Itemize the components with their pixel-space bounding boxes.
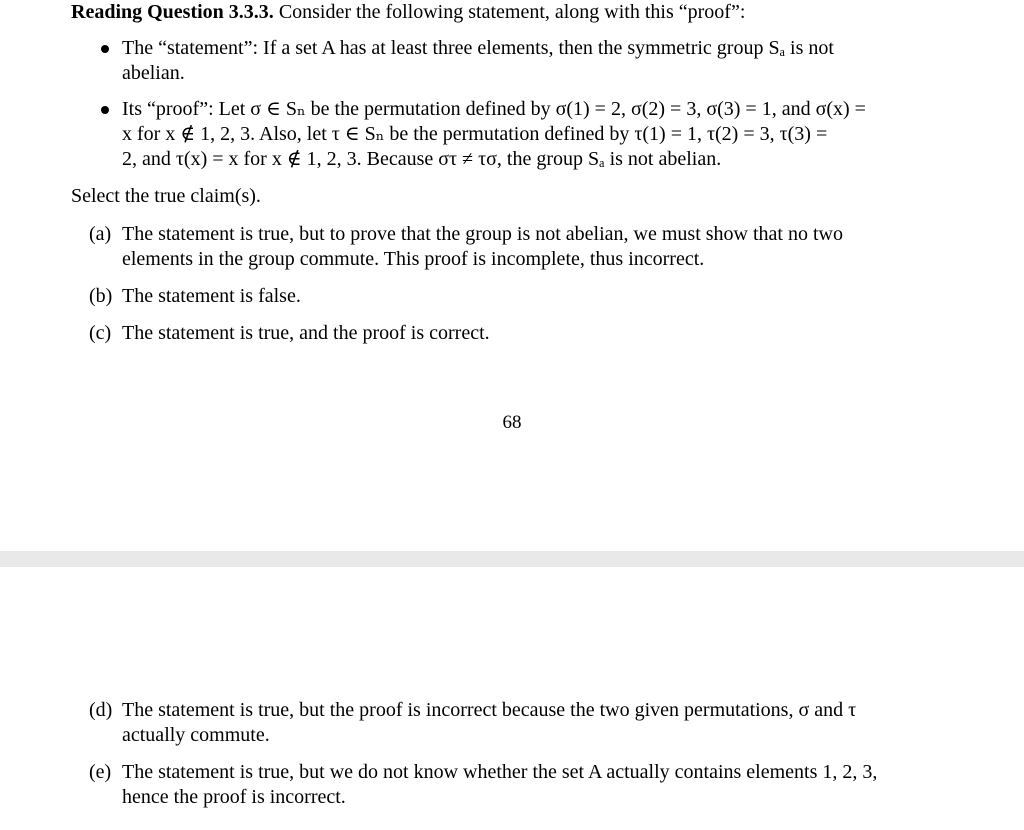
option-d-line-1[interactable]: The statement is true, but the proof is incorrect because the two given permutations, σ and τ [122,699,857,721]
option-d-label[interactable]: (d) [89,699,113,721]
option-d-line-2[interactable]: actually commute. [122,724,270,746]
proof-line-3: 2, and τ(x) = x for x ∉ 1, 2, 3. Because στ ≠ τσ, the group Sₐ is not abelian. [122,148,722,170]
instruction-text: Select the true claim(s). [71,185,261,207]
page-number: 68 [502,412,522,433]
option-e-label[interactable]: (e) [89,761,112,783]
option-a-label[interactable]: (a) [89,223,112,245]
question-heading-line [71,0,745,25]
option-a-line-1[interactable]: The statement is true, but to prove that the group is not abelian, we must show that no two [122,223,843,245]
option-a-line-2[interactable]: elements in the group commute. This proof is incomplete, thus incorrect. [122,248,705,270]
option-b-line-1[interactable]: The statement is false. [122,285,301,307]
page-separator [0,551,1024,567]
option-b-label[interactable]: (b) [89,285,113,307]
question-intro: Consider the following statement, along with this “proof”: [278,1,746,23]
proof-line-1: Its “proof”: Let σ ∈ Sₙ be the permutation defined by σ(1) = 2, σ(2) = 3, σ(3) = 1, and σ(x) = [122,98,866,120]
statement-line-2: abelian. [122,62,185,84]
proof-line-2: x for x ∉ 1, 2, 3. Also, let τ ∈ Sₙ be the permutation defined by τ(1) = 1, τ(2) = 3, τ(3) = [122,123,828,145]
document-page-bottom [0,567,1024,830]
option-e-line-2[interactable]: hence the proof is incorrect. [122,786,346,808]
bullet-proof [101,106,109,114]
question-heading: Reading Question 3.3.3. [71,1,274,23]
option-c-line-1[interactable]: The statement is true, and the proof is correct. [122,322,490,344]
bullet-statement [101,45,109,53]
option-c-label[interactable]: (c) [89,322,112,344]
statement-line-1: The “statement”: If a set A has at least three elements, then the symmetric group Sₐ is not [122,37,834,59]
option-e-line-1[interactable]: The statement is true, but we do not know whether the set A actually contains elements 1, 2, 3, [122,761,878,783]
